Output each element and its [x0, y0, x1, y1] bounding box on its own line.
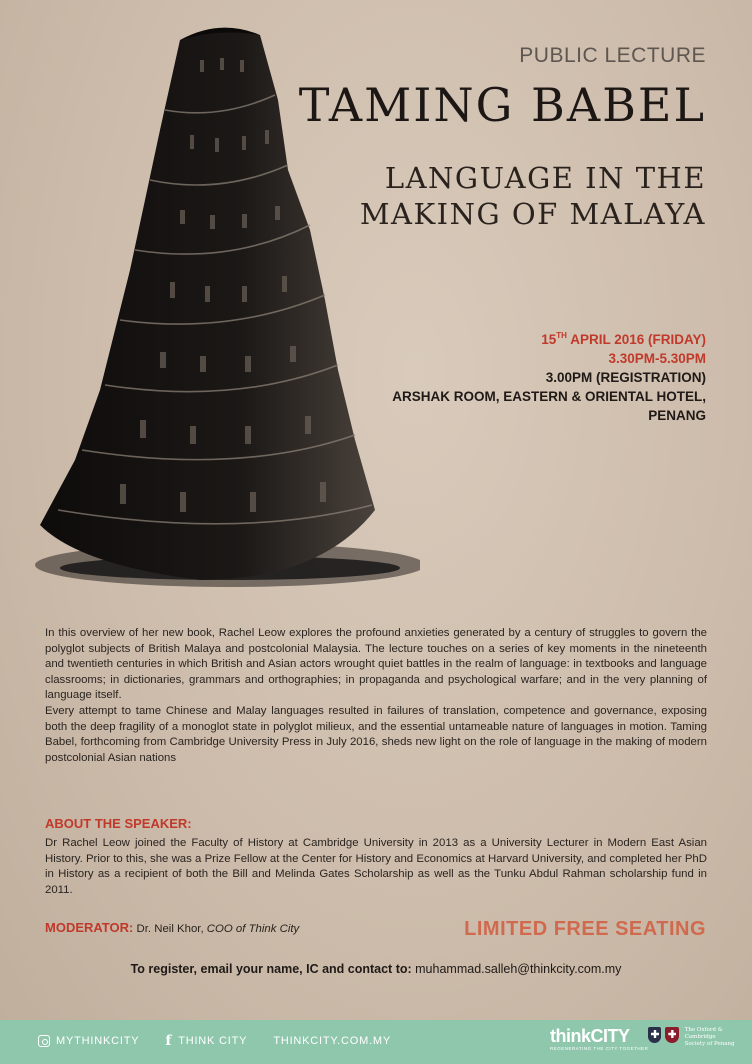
moderator-label: MODERATOR:	[45, 920, 134, 935]
subtitle-line-1: LANGUAGE IN THE	[384, 161, 706, 195]
instagram-icon	[38, 1035, 50, 1047]
social-links	[38, 1033, 409, 1049]
eyebrow-label: PUBLIC LECTURE	[519, 44, 706, 67]
event-details	[392, 326, 706, 425]
about-speaker-heading: ABOUT THE SPEAKER:	[45, 816, 192, 831]
lecture-title: TAMING BABEL	[298, 78, 706, 132]
website-url: THINKCITY.COM.MY	[273, 1035, 392, 1047]
lecture-subtitle	[360, 160, 706, 232]
event-registration: 3.00PM (REGISTRATION)	[545, 370, 706, 385]
event-date	[392, 326, 706, 349]
moderator-name: Dr. Neil Khor,	[133, 923, 207, 935]
moderator-line	[45, 920, 299, 935]
think-city-logo-name: thinkCITY	[550, 1026, 630, 1046]
date-rest: APRIL 2016 (FRIDAY)	[566, 332, 706, 347]
footer-bar	[0, 1020, 752, 1064]
speaker-bio: Dr Rachel Leow joined the Faculty of History at Cambridge University in 2013 as a University Lecturer in Modern East Asian History. Prior to this, she was a Prize Fellow at the Center for History and Economics at Harvard University, and completed her PhD in History as a recipient of both the Bill and Melinda Gates Scholarship as well as the Tunku Abdul Rahman scholarship fund in 2011.	[45, 837, 707, 896]
society-name-line-1: The Oxford & Cambridge	[684, 1027, 723, 1040]
society-name-line-2: Society of Penang	[684, 1041, 735, 1047]
society-name	[685, 1027, 752, 1048]
date-day: 15	[541, 332, 557, 347]
description-paragraph-2: Every attempt to tame Chinese and Malay languages resulted in failures of translation, competence and governance, exposing both the deep fragility of a monoglot state in polyglot milieux, and the essential untameable nature of languages in motion. Taming Babel, forthcoming from Cambridge University Press in July 2016, sheds new light on the role of language in the making of modern postcolonial Asian nations	[45, 705, 707, 764]
instagram-link[interactable]	[38, 1035, 139, 1047]
date-suffix: TH	[556, 331, 567, 340]
instagram-handle: MYTHINKCITY	[56, 1035, 140, 1047]
facebook-link[interactable]	[165, 1033, 247, 1049]
event-venue-line-2: PENANG	[648, 408, 706, 423]
register-prompt: To register, email your name, IC and contact to:	[130, 962, 412, 976]
registration-line	[0, 962, 752, 976]
facebook-icon: f	[165, 1033, 173, 1049]
register-email-link[interactable]: muhammad.salleh@thinkcity.com.my	[411, 962, 622, 976]
think-city-logo-tagline: REGENERATING THE CITY TOGETHER	[550, 1046, 649, 1051]
think-city-logo	[550, 1026, 648, 1051]
event-venue-line-1: ARSHAK ROOM, EASTERN & ORIENTAL HOTEL,	[392, 389, 706, 404]
subtitle-line-2: MAKING OF MALAYA	[359, 197, 706, 231]
limited-seating-notice: LIMITED FREE SEATING	[464, 918, 706, 940]
event-time: 3.30PM-5.30PM	[608, 351, 706, 366]
moderator-role: COO of Think City	[206, 923, 300, 935]
description-paragraph-1: In this overview of her new book, Rachel Leow explores the profound anxieties generated by a century of struggles to govern the polyglot subjects of British Malaya and postcolonial Malaysia. The lecture touches on a series of key moments in the nineteenth and twentieth centuries in which British and Asian actors wrought quiet battles in the realm of language: in textbooks and language classrooms; in dictionaries, grammars and orthographies; in propaganda and psychological warfare; and in the very planning of language itself.	[45, 627, 707, 702]
website-link[interactable]	[273, 1035, 391, 1047]
oxford-cambridge-society-logo	[648, 1027, 752, 1048]
oxford-shield-icon	[648, 1027, 661, 1043]
cambridge-shield-icon	[665, 1027, 678, 1043]
facebook-handle: THINK CITY	[178, 1035, 248, 1047]
